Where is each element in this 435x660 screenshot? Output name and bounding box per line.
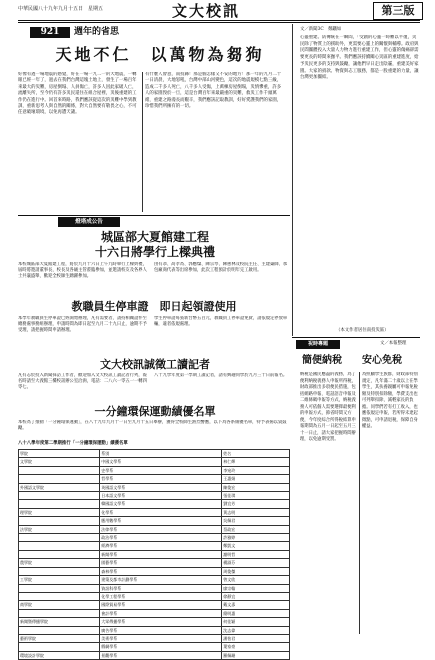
award-name-cell: 陳俊宏	[222, 483, 290, 491]
editorial-subtitle: 週年的省思	[74, 27, 120, 37]
table-row	[19, 550, 290, 558]
table-row	[19, 458, 290, 466]
award-dept-cell: 史學系	[100, 466, 222, 474]
award-dept-cell: 資訊科學系	[100, 584, 222, 592]
award-college-cell: 農學院	[19, 559, 100, 567]
section-rule	[18, 215, 290, 216]
masthead-title: 文大校訊	[172, 2, 241, 20]
table-row	[19, 643, 290, 651]
award-table-header	[19, 450, 290, 458]
table-row	[19, 601, 290, 609]
essay-title-right: 安心免稅	[362, 355, 402, 366]
award-dept-cell: 化學系	[100, 508, 222, 516]
award-name-cell: 羅佩珊	[222, 651, 290, 659]
table-row	[19, 576, 290, 584]
table-row	[19, 508, 290, 516]
table-row	[19, 475, 290, 483]
award-dept-cell: 中國文學系	[100, 458, 222, 466]
award-dept-cell: 化學工程學系	[100, 592, 222, 600]
table-row	[19, 483, 290, 491]
award-name-cell: 吳佩君	[222, 517, 290, 525]
award-name-cell: 簡明惠	[222, 609, 290, 617]
issue-date: 中華民國八十九年九月十五日 星期五	[18, 6, 104, 12]
award-name-cell: 潘怡君	[222, 634, 290, 642]
award-college-cell: 藝術學院	[19, 634, 100, 642]
award-head-name: 姓名	[222, 450, 290, 458]
award-dept-cell: 英國語文學系	[100, 483, 222, 491]
essay-title-left: 簡便納稅	[302, 355, 342, 366]
award-college-cell	[19, 643, 100, 651]
award-dept-cell: 法律學系	[100, 525, 222, 533]
award-college-cell	[19, 550, 100, 558]
essay-section-label: 祝時專題	[296, 340, 340, 349]
award-head-dept: 系別	[100, 450, 222, 458]
award-name-cell: 許雅婷	[222, 534, 290, 542]
award-college-cell: 文學院	[19, 458, 100, 466]
table-row	[19, 651, 290, 659]
award-dept-cell: 日本語文學系	[100, 492, 222, 500]
header-rule-thin	[18, 22, 420, 23]
award-college-cell	[19, 567, 100, 575]
award-name-cell: 戴文彥	[222, 601, 290, 609]
table-row	[19, 567, 290, 575]
award-name-cell: 曾文欣	[222, 576, 290, 584]
news-headline-3: 文大校訊誠徵工讀記者	[100, 358, 210, 371]
news-section-label: 燈塔成公告	[58, 217, 120, 227]
award-name-cell: 楊淑芬	[222, 559, 290, 567]
table-row	[19, 542, 290, 550]
right-body: 心靈重建。防傳統在一瞬間，「受創的心靈一時難以平復，災民除了物質上的援助外，更需要心靈上的關懷與輔導。政府與民間團體投入大量人力物力進行重建工作，但心靈的傷痛卻需要更長的時間來撫平。我們應該持續關心災區的重建進度，給予災民更多的支持與鼓勵，讓他們早日走出陰霾，重建美好家園。大家的捐款、物資與志工服務，都是一股重建的力量，讓台灣更加團結。	[300, 35, 419, 81]
award-college-cell: 法學院	[19, 525, 100, 533]
table-row	[19, 466, 290, 474]
award-name-cell: 鄭凱文	[222, 542, 290, 550]
news-headline-4: 一分鐘環保運動績優名單	[94, 405, 216, 418]
essay-title-row	[300, 352, 420, 370]
table-row	[19, 634, 290, 642]
table-row	[19, 492, 290, 500]
award-dept-cell: 景觀學系	[100, 651, 222, 659]
award-name-cell: 黃志明	[222, 508, 290, 516]
award-head-college: 學院	[19, 450, 100, 458]
award-college-cell: 環境設計學院	[19, 651, 100, 659]
award-dept-cell: 新聞學系	[100, 550, 222, 558]
award-college-cell: 商學院	[19, 601, 100, 609]
award-name-cell: 蔡政宏	[222, 525, 290, 533]
award-name-cell: 沈志偉	[222, 626, 290, 634]
essay-col-divider	[359, 372, 360, 634]
news-body-4: 本校為了推動「一分鐘環保運動」，在八十九年九月十一日至九月十五日舉辦，獲得全校師生熱烈響應，以下為各系績優名單，特予表揚以資鼓勵。	[18, 420, 287, 432]
award-college-cell	[19, 517, 100, 525]
news-headline-2: 教職員生停車證 即日起領證使用	[71, 300, 237, 313]
essay-byline: 文／本報整理	[380, 341, 407, 346]
award-college-cell	[19, 609, 100, 617]
award-dept-cell: 園藝學系	[100, 559, 222, 567]
award-dept-cell: 大眾傳播學系	[100, 618, 222, 626]
award-name-cell: 周俊傑	[222, 567, 290, 575]
edition-badge: 第三版	[373, 2, 423, 20]
editorial-body: 好像有過一場地震的感覺，好在一場一九二一的大地震，一轉眼已經一年了，過去在我們台灣這塊土地上，發生了一場百年來最大的災難，房屋倒塌、人員傷亡，許多人因此家破人亡，流離失所，至今仍有許多災民還住在組合屋裡，災後重建的工作仍在進行中。回首來時路，我們應該從這次的災難中學到教訓，重新思考人與自然的關係，對大自然要有敬畏之心，不可任意破壞環境，以免再遭天譴。	[18, 72, 137, 116]
award-name-cell: 林仁輝	[222, 458, 290, 466]
award-name-cell: 李宛玲	[222, 466, 290, 474]
news-body-2b: 學生停車證每張新台幣五百元，教職員工停車證免費，請依規定停放車輛，違者依規處理。	[154, 316, 288, 328]
award-dept-cell: 國際貿易學系	[100, 601, 222, 609]
award-college-cell: 新聞暨傳播學院	[19, 618, 100, 626]
award-college-cell	[19, 626, 100, 634]
award-table	[18, 449, 290, 660]
award-college-cell	[19, 466, 100, 474]
award-dept-cell: 森林學系	[100, 567, 222, 575]
award-name-cell: 徐靜宜	[222, 592, 290, 600]
table-row	[19, 584, 290, 592]
news-headline-1: 城區部大夏館建工程	[100, 230, 209, 244]
award-dept-cell: 廣告學系	[100, 626, 222, 634]
award-college-cell: 理學院	[19, 508, 100, 516]
table-row	[19, 626, 290, 634]
award-college-cell	[19, 475, 100, 483]
award-name-cell: 劉宜芳	[222, 500, 290, 508]
award-name-cell: 張佳琪	[222, 492, 290, 500]
editorial-tag: 921	[30, 27, 70, 38]
award-dept-cell: 應用數學系	[100, 517, 222, 525]
award-name-cell: 王惠娟	[222, 475, 290, 483]
award-table-caption: 八十八學年度第二學期推行「一分鐘環保運動」績優名單	[18, 441, 128, 446]
header-rule	[18, 20, 420, 21]
table-row	[19, 609, 290, 617]
right-author-note: （本文作者居住南投災區）	[336, 328, 389, 333]
essay-rule	[292, 337, 420, 338]
award-college-cell	[19, 584, 100, 592]
news-headline-1b: 十六日將學行上樑典禮	[94, 245, 215, 259]
main-col-divider	[292, 24, 293, 336]
essay-body-left: 納稅是國民應盡的義務，為了便利納稅義務人申報所得稅，財政部推出多項便民措施，包括網路申報、電話語音申報及二維條碼申報等方式，納稅義務人可依個人需要選擇最便利的申報方式，節省時間又方便，今年度綜合所得稅結算申報期間為五月一日起至五月三十一日止，請大家把握時間辦理，以免逾期受罰。	[300, 372, 356, 442]
table-row	[19, 559, 290, 567]
award-name-cell: 何佳穎	[222, 618, 290, 626]
award-name-cell: 謝明哲	[222, 550, 290, 558]
award-dept-cell: 韓國語文學系	[100, 500, 222, 508]
table-row	[19, 525, 290, 533]
table-row	[19, 534, 290, 542]
editorial-body-continued: 有什麼人會意，南投縣！那是個怎樣又不安的地方！那一年的九月二十一日清晨，大地怒吼，台灣中部山河變色，這次的地震規模七點三級，造成二千多人死亡，八千多人受傷，上萬棟房屋倒塌，災情慘重，許多人的家園毀於一旦，這是台灣百年來最嚴重的災難，救災工作千頭萬緒，重建之路漫長而艱辛，我們應該記取教訓，好好愛護我們的家園，珍惜我們所擁有的一切。	[145, 72, 282, 110]
award-name-cell: 廖宗翰	[222, 584, 290, 592]
news-body-3: 凡有志於投入新聞採訪工作者，歡迎加入文大校訊工讀記者行列，報名時請至大義館三樓校訊辦公室洽詢，電話：二八六一零五一一轉四零七。	[18, 373, 147, 391]
award-name-cell: 葉家豪	[222, 643, 290, 651]
table-row	[19, 592, 290, 600]
table-row	[19, 618, 290, 626]
award-college-cell: 工學院	[19, 576, 100, 584]
award-college-cell	[19, 492, 100, 500]
news-body-2: 本學年教職員生停車證已經開始辦理，凡有需要者，請持相關證件至總務處事務組辦理，申請時間為即日起至九月二十九日止，逾期不予受理，請把握時間申請辦理。	[18, 316, 147, 334]
award-dept-cell: 會計學系	[100, 609, 222, 617]
award-dept-cell: 哲學系	[100, 475, 222, 483]
news-body-1b: 由有恭、高孝為、郭應燦、陳宗琴、陳惠林及校院主任、主建築師、承包廠商代表等出席參加，此次工程預計於明年完工啟用。	[154, 262, 288, 274]
award-college-cell	[19, 500, 100, 508]
award-college-cell	[19, 542, 100, 550]
award-dept-cell: 戲劇學系	[100, 643, 222, 651]
right-byline: 文／新聞3C 鄭鐵如	[300, 27, 342, 32]
table-row	[19, 517, 290, 525]
news-body-1: 本校城區部大夏館建工程，將於九月十六日上午九時舉行上樑典禮，屆時將邀請董事長、校長及各級主管蒞臨參加，並邀請校友及各界人士共襄盛舉，歡迎全校師生踴躍參加。	[18, 262, 147, 280]
col-divider	[142, 72, 143, 212]
essay-body-right: 為照顧學生族群，財政部特別規定，凡年滿二十歲以上在學學生，其扶養親屬可申報免稅額及特別扣除額，學費支出也可列舉扣除，減輕家長的負擔。同學們若有打工收入，也應依規定申報，若所得未達起徵點，可申請退稅，保障自身權益。	[362, 372, 418, 429]
award-dept-cell: 政治學系	[100, 534, 222, 542]
award-college-cell	[19, 534, 100, 542]
award-college-cell: 外國語文學院	[19, 483, 100, 491]
award-dept-cell: 美術學系	[100, 634, 222, 642]
news-body-3b: 八十九學年度第一學期工讀記者，請有興趣同學於九月三十日前報名。	[154, 373, 288, 378]
editorial-headline: 天地不仁 以萬物為芻狗	[55, 45, 265, 64]
table-row	[19, 500, 290, 508]
award-dept-cell: 經濟學系	[100, 542, 222, 550]
award-dept-cell: 建築及都市計劃學系	[100, 576, 222, 584]
award-college-cell	[19, 592, 100, 600]
